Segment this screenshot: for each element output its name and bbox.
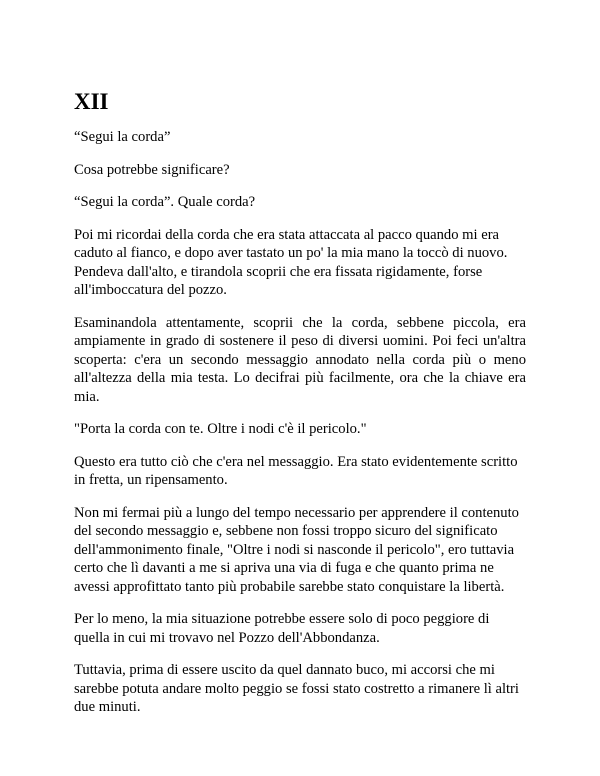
paragraph: Non mi fermai più a lungo del tempo necessario per apprendere il contenuto del secondo messaggio e, sebbene non fossi troppo sicuro del significato dell'ammonimento finale, "Oltre i nodi si nasconde il pericolo", ero tuttavia certo che lì davanti a me si apriva una via di fuga e che quanto prima ne avessi approfittato tanto più probabile sarebbe stato conquistare la libertà.: [74, 504, 519, 595]
paragraph: Cosa potrebbe significare?: [74, 161, 230, 178]
paragraph: Per lo meno, la mia situazione potrebbe essere solo di poco peggiore di quella in cui mi trovavo nel Pozzo dell'Abbondanza.: [74, 611, 490, 646]
page-content: [74, 88, 526, 731]
paragraph: Questo era tutto ciò che c'era nel messaggio. Era stato evidentemente scritto in fretta, un ripensamento.: [74, 453, 518, 488]
paragraph: Poi mi ricordai della corda che era stata attaccata al pacco quando mi era caduto al fianco, e dopo aver tastato un po' la mia mano la toccò di nuovo. Pendeva dall'alto, e tirandola scoprii che era fissata rigidamente, forse all'imboccatura del pozzo.: [74, 226, 508, 298]
paragraph: “Segui la corda”: [74, 129, 171, 145]
chapter-title: XII: [74, 89, 109, 114]
paragraph: Esaminandola attentamente, scoprii che la corda, sebbene piccola, era ampiamente in grado di sostenere il peso di diversi uomini. Poi feci un'altra scoperta: c'era un secondo messaggio annodato nella corda più o meno all'altezza della mia testa. Lo decifrai più facilmente, ora che la chiave era mia.: [74, 314, 526, 405]
paragraph: "Porta la corda con te. Oltre i nodi c'è il pericolo.": [74, 421, 367, 437]
paragraph: Tuttavia, prima di essere uscito da quel dannato buco, mi accorsi che mi sarebbe potuta andare molto peggio se fossi stato costretto a rimanere lì altri due minuti.: [74, 662, 519, 715]
paragraph: “Segui la corda”. Quale corda?: [74, 194, 256, 210]
